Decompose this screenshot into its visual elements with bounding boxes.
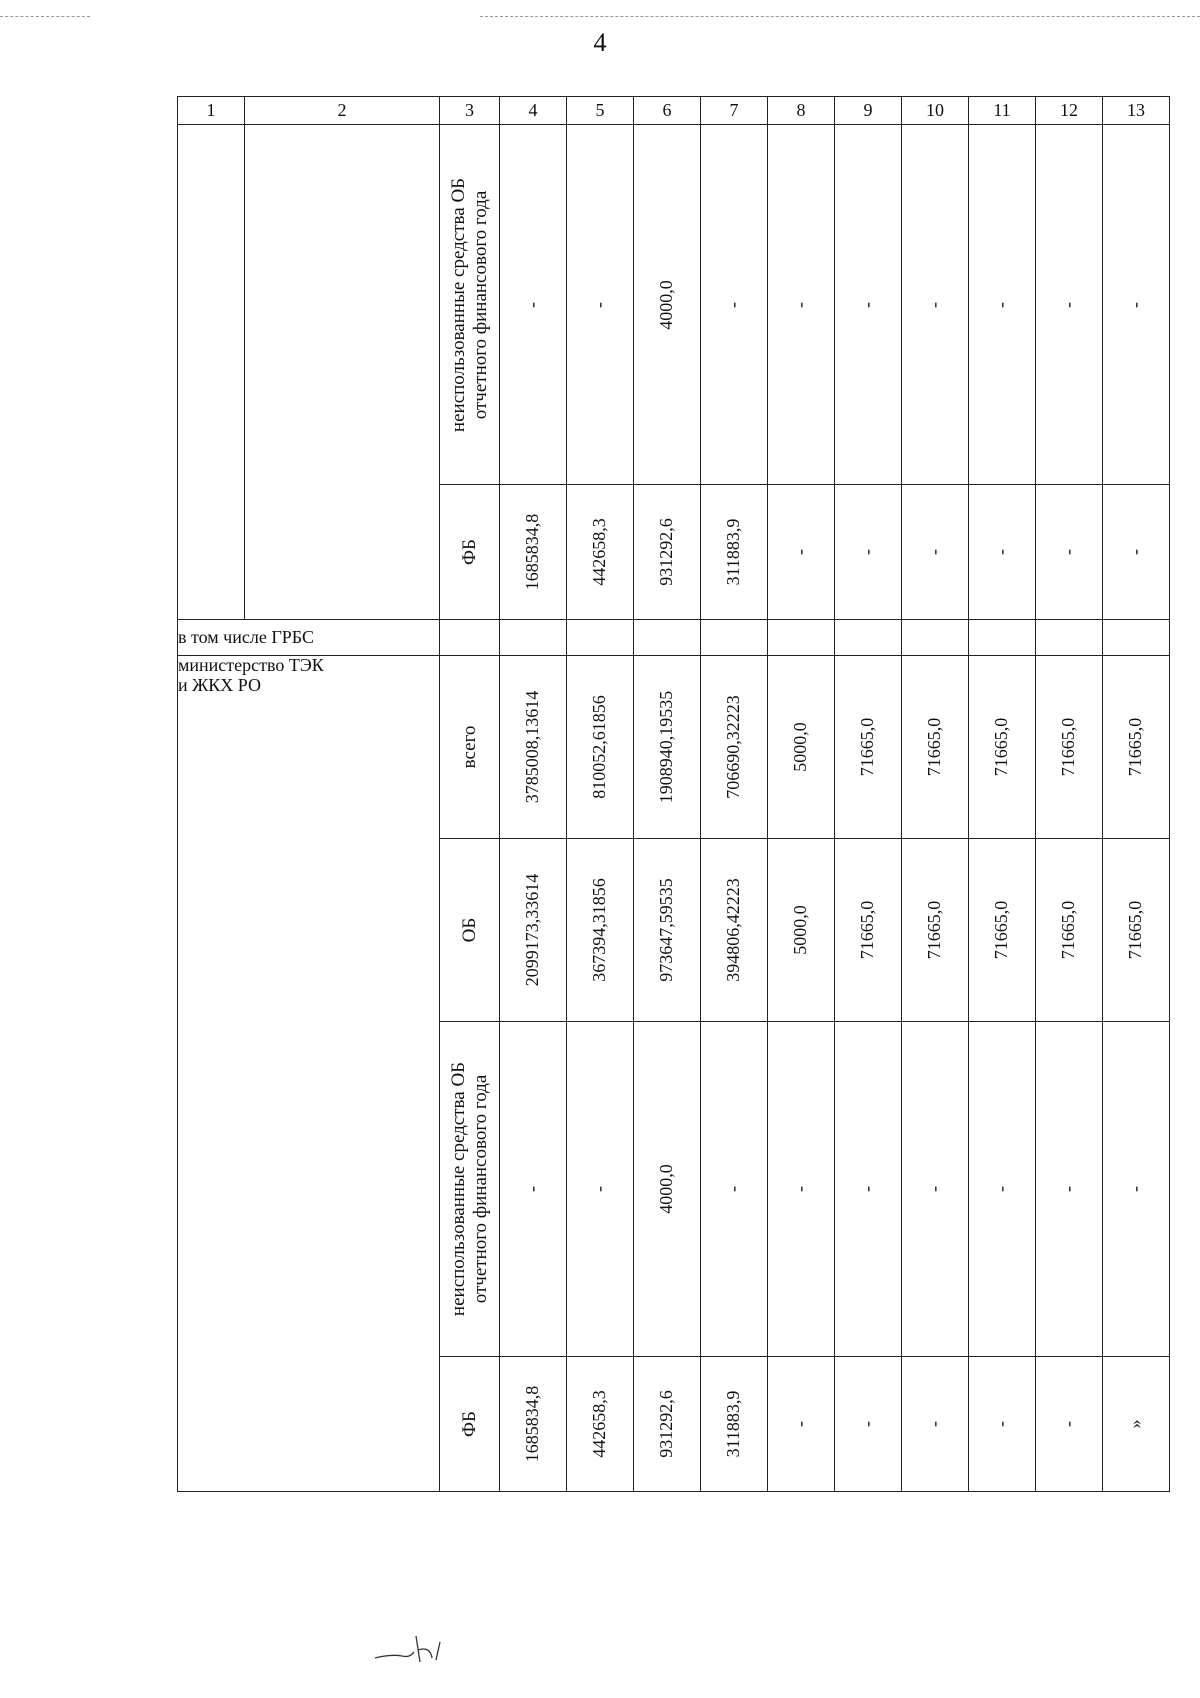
cell-value: 973647,59535 bbox=[656, 878, 677, 982]
cell-value: - bbox=[1125, 549, 1146, 555]
section-label: в том числе ГРБС bbox=[178, 620, 440, 656]
cell-value: 71665,0 bbox=[1125, 900, 1146, 960]
cell-value: - bbox=[1125, 1186, 1146, 1192]
rotated-text bbox=[448, 1062, 492, 1316]
value-cell bbox=[902, 125, 969, 485]
cell-value: 706690,32223 bbox=[723, 695, 744, 799]
cell-value: - bbox=[924, 1186, 945, 1192]
table-row bbox=[178, 125, 1170, 485]
value-cell bbox=[500, 1022, 567, 1357]
cell-value: - bbox=[1058, 301, 1079, 308]
cell-value: 1685834,8 bbox=[522, 513, 543, 591]
cell-value: - bbox=[589, 301, 610, 308]
page-number: 4 bbox=[593, 28, 607, 57]
row-label-cell bbox=[440, 1357, 500, 1492]
rotated-text bbox=[459, 726, 481, 769]
cell-value: 367394,31856 bbox=[589, 878, 610, 982]
cell-value: - bbox=[1058, 1421, 1079, 1427]
value-cell bbox=[634, 656, 701, 839]
value-cell bbox=[701, 1022, 768, 1357]
column-number-cell: 6 bbox=[634, 97, 701, 125]
rotated-text bbox=[459, 539, 481, 565]
scan-artifact-line bbox=[0, 16, 90, 17]
empty-cell bbox=[969, 620, 1036, 656]
cell-value: - bbox=[723, 301, 744, 308]
cell-value: 71665,0 bbox=[1058, 900, 1079, 960]
value-cell bbox=[634, 839, 701, 1022]
value-cell bbox=[835, 656, 902, 839]
cell-value: 394806,42223 bbox=[723, 878, 744, 982]
cell-value: 442658,3 bbox=[589, 1390, 610, 1458]
cell-value: 4000,0 bbox=[656, 1164, 677, 1214]
column-number-cell: 10 bbox=[902, 97, 969, 125]
value-cell bbox=[902, 1022, 969, 1357]
label-line: отчетного финансового года bbox=[469, 190, 491, 419]
value-cell bbox=[701, 656, 768, 839]
value-cell bbox=[634, 485, 701, 620]
table-row bbox=[178, 656, 1170, 839]
cell-value: - bbox=[1058, 549, 1079, 555]
column-number-cell: 5 bbox=[567, 97, 634, 125]
scan-artifact-line bbox=[480, 16, 1200, 17]
cell-value: 311883,9 bbox=[723, 1390, 744, 1458]
value-cell bbox=[567, 839, 634, 1022]
cell-value: - bbox=[790, 301, 811, 308]
rotated-text bbox=[459, 1411, 481, 1437]
value-cell bbox=[701, 839, 768, 1022]
cell-value: 71665,0 bbox=[857, 900, 878, 960]
cell-value: - bbox=[790, 549, 811, 555]
cell-value: 71665,0 bbox=[1058, 717, 1079, 777]
cell-value: - bbox=[991, 301, 1012, 308]
label-line: неиспользованные средства ОБ bbox=[447, 1061, 469, 1317]
empty-cell bbox=[835, 620, 902, 656]
cell-value: - bbox=[790, 1421, 811, 1427]
value-cell bbox=[634, 1357, 701, 1492]
value-cell bbox=[1103, 839, 1170, 1022]
grbs-name-cell bbox=[178, 656, 440, 1492]
row-label-cell bbox=[440, 485, 500, 620]
value-cell bbox=[500, 656, 567, 839]
value-cell bbox=[567, 125, 634, 485]
value-cell bbox=[500, 839, 567, 1022]
column-number-cell: 3 bbox=[440, 97, 500, 125]
cell-value: - bbox=[991, 549, 1012, 555]
value-cell bbox=[902, 1357, 969, 1492]
value-cell bbox=[969, 485, 1036, 620]
label-line: отчетного финансового года bbox=[469, 1074, 491, 1304]
row-label-cell bbox=[440, 125, 500, 485]
cell-value: 71665,0 bbox=[924, 900, 945, 960]
column-number-cell: 1 bbox=[178, 97, 245, 125]
cell-value: - bbox=[924, 1421, 945, 1427]
cell-value: - bbox=[1125, 301, 1146, 308]
cell-value: 71665,0 bbox=[991, 900, 1012, 960]
column-number-cell: 11 bbox=[969, 97, 1036, 125]
value-cell bbox=[969, 656, 1036, 839]
label-line: ФБ bbox=[458, 539, 480, 565]
cell-value: 3785008,13614 bbox=[522, 690, 543, 804]
column-number-cell: 13 bbox=[1103, 97, 1170, 125]
column-number-cell: 12 bbox=[1036, 97, 1103, 125]
label-line: ОБ bbox=[458, 917, 480, 943]
empty-cell bbox=[567, 620, 634, 656]
value-cell bbox=[768, 1022, 835, 1357]
cell-value: 71665,0 bbox=[857, 717, 878, 777]
empty-cell bbox=[245, 125, 440, 620]
column-number-row bbox=[178, 97, 1170, 125]
value-cell bbox=[500, 485, 567, 620]
row-label-cell bbox=[440, 1022, 500, 1357]
value-cell bbox=[634, 1022, 701, 1357]
cell-value: 1685834,8 bbox=[522, 1385, 543, 1463]
cell-value: 71665,0 bbox=[991, 717, 1012, 777]
cell-value: 5000,0 bbox=[790, 722, 811, 772]
cell-value: - bbox=[991, 1421, 1012, 1427]
cell-value: - bbox=[991, 1186, 1012, 1192]
grbs-name-line: министерство ТЭК bbox=[178, 655, 324, 675]
label-line: всего bbox=[458, 725, 480, 769]
cell-value: - bbox=[522, 301, 543, 308]
value-cell bbox=[1103, 1022, 1170, 1357]
section-row bbox=[178, 620, 1170, 656]
cell-value: - bbox=[723, 1186, 744, 1192]
cell-value: - bbox=[857, 1421, 878, 1427]
value-cell bbox=[500, 1357, 567, 1492]
value-cell bbox=[1103, 125, 1170, 485]
row-label-cell bbox=[440, 839, 500, 1022]
column-number-cell: 7 bbox=[701, 97, 768, 125]
value-cell bbox=[835, 485, 902, 620]
column-number-cell: 4 bbox=[500, 97, 567, 125]
value-cell bbox=[768, 839, 835, 1022]
value-cell bbox=[1036, 839, 1103, 1022]
empty-cell bbox=[1036, 620, 1103, 656]
cell-value: - bbox=[522, 1186, 543, 1192]
column-number-cell: 9 bbox=[835, 97, 902, 125]
cell-value: - bbox=[1058, 1186, 1079, 1192]
value-cell bbox=[768, 1357, 835, 1492]
value-cell bbox=[567, 656, 634, 839]
empty-cell bbox=[440, 620, 500, 656]
empty-cell bbox=[902, 620, 969, 656]
cell-value: 71665,0 bbox=[924, 717, 945, 777]
value-cell bbox=[768, 485, 835, 620]
value-cell bbox=[902, 485, 969, 620]
value-cell bbox=[634, 125, 701, 485]
value-cell bbox=[768, 656, 835, 839]
cell-value: - bbox=[857, 301, 878, 308]
rotated-text bbox=[459, 918, 481, 943]
grbs-name-line: и ЖКХ РО bbox=[178, 674, 261, 695]
value-cell bbox=[701, 485, 768, 620]
cell-value: 931292,6 bbox=[656, 518, 677, 586]
value-cell bbox=[701, 1357, 768, 1492]
value-cell bbox=[567, 485, 634, 620]
value-cell bbox=[902, 656, 969, 839]
cell-value: - bbox=[790, 1186, 811, 1192]
value-cell bbox=[1036, 1022, 1103, 1357]
label-line: ФБ bbox=[458, 1411, 480, 1437]
value-cell bbox=[1103, 485, 1170, 620]
value-cell bbox=[768, 125, 835, 485]
value-cell bbox=[902, 839, 969, 1022]
empty-cell bbox=[701, 620, 768, 656]
rotated-text bbox=[448, 177, 492, 431]
value-cell bbox=[969, 1022, 1036, 1357]
value-cell bbox=[835, 839, 902, 1022]
value-cell bbox=[1036, 1357, 1103, 1492]
empty-cell bbox=[178, 125, 245, 620]
value-cell bbox=[701, 125, 768, 485]
cell-value: 442658,3 bbox=[589, 518, 610, 586]
row-label-cell bbox=[440, 656, 500, 839]
cell-value: 2099173,33614 bbox=[522, 873, 543, 987]
cell-value: - bbox=[857, 1186, 878, 1192]
value-cell bbox=[835, 1357, 902, 1492]
column-number-cell: 8 bbox=[768, 97, 835, 125]
value-cell bbox=[1036, 125, 1103, 485]
value-cell bbox=[1036, 485, 1103, 620]
cell-value: 5000,0 bbox=[790, 905, 811, 955]
empty-cell bbox=[1103, 620, 1170, 656]
cell-value: 931292,6 bbox=[656, 1390, 677, 1458]
cell-value: 311883,9 bbox=[723, 518, 744, 586]
value-cell bbox=[500, 125, 567, 485]
value-cell bbox=[1103, 656, 1170, 839]
cell-value: - bbox=[589, 1186, 610, 1192]
value-cell bbox=[567, 1357, 634, 1492]
value-cell bbox=[969, 1357, 1036, 1492]
signature-mark bbox=[370, 1628, 480, 1668]
value-cell bbox=[1036, 656, 1103, 839]
value-cell bbox=[969, 125, 1036, 485]
value-cell bbox=[835, 125, 902, 485]
empty-cell bbox=[634, 620, 701, 656]
cell-value: » bbox=[1125, 1419, 1146, 1429]
value-cell bbox=[567, 1022, 634, 1357]
cell-value: - bbox=[924, 549, 945, 555]
cell-value: 1908940,19535 bbox=[656, 690, 677, 804]
cell-value: - bbox=[924, 301, 945, 308]
column-number-cell: 2 bbox=[245, 97, 440, 125]
cell-value: - bbox=[857, 549, 878, 555]
empty-cell bbox=[768, 620, 835, 656]
cell-value: 71665,0 bbox=[1125, 717, 1146, 777]
budget-table bbox=[177, 96, 1170, 1492]
value-cell bbox=[835, 1022, 902, 1357]
label-line: неиспользованные средства ОБ bbox=[447, 177, 469, 432]
value-cell bbox=[969, 839, 1036, 1022]
value-cell bbox=[1103, 1357, 1170, 1492]
cell-value: 4000,0 bbox=[656, 279, 677, 330]
empty-cell bbox=[500, 620, 567, 656]
cell-value: 810052,61856 bbox=[589, 695, 610, 799]
